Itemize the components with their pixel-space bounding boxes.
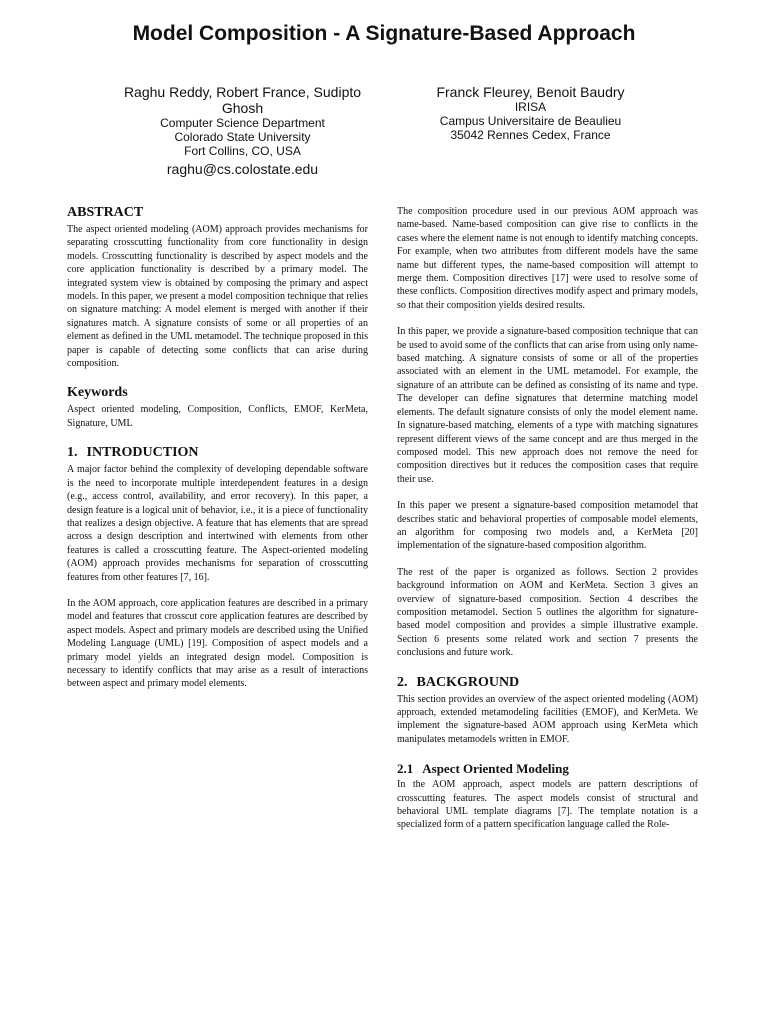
paragraph: In this paper, we provide a signature-based composition technique that can be used to avoid some of the conflicts that can arise from using only name-based matching. A signature consists of some or all of the properties associated with an element in the UML metamodel. For example, the signature of an attribute can be defined as consisting of its name and type. The developer can define signatures that determine matching model elements. The default signature consists of only the model element name. In signature-based matching, elements of a type with matching signatures represent different views of the same concept and are thus merged in the composed model. This new approach does not remove the need for composition directives but it reduces the composition cases that require their use.	[397, 326, 698, 485]
background-heading	[397, 675, 698, 691]
right-column	[397, 205, 698, 832]
subsection-title: Aspect Oriented Modeling	[422, 761, 569, 777]
author-email: raghu@cs.colostate.edu	[166, 161, 319, 177]
author-names-line1: Raghu Reddy, Robert France, Sudipto	[123, 84, 362, 100]
introduction-heading	[67, 445, 368, 461]
affiliation-campus: Campus Universitaire de Beaulieu	[439, 114, 622, 128]
author-names: Franck Fleurey, Benoit Baudry	[436, 84, 625, 100]
paragraph: The rest of the paper is organized as follows. Section 2 provides background information on AOM and KerMeta. Section 3 gives an overview of signature-based composition. Section 4 describes the composition metamodel. Section 5 outlines the algorithm for signature-based model composition and provides a simple illustrative example. Section 6 presents some related work and section 7 presents the conclusions and future work.	[397, 566, 698, 659]
affiliation-department: Computer Science Department	[160, 116, 325, 130]
affiliation-city: 35042 Rennes Cedex, France	[450, 128, 611, 142]
author-block-right	[398, 84, 663, 142]
affiliation-institute: IRISA	[514, 100, 547, 114]
aom-text: In the AOM approach, aspect models are pattern descriptions of crosscutting features. The aspect models consist of structural and behavioral UML template diagrams [7]. The template notation is a specialized form of a pattern specification language called the Role-	[397, 779, 698, 831]
section-number: 1.	[67, 445, 78, 461]
keywords-text: Aspect oriented modeling, Composition, Conflicts, EMOF, KerMeta, Signature, UML	[67, 404, 368, 429]
section-number: 2.	[397, 674, 408, 690]
paragraph: The composition procedure used in our previous AOM approach was name-based. Name-based composition can give rise to conflicts in the cases where the element name is not enough to identify matching concepts. For example, when two attributes from different models have the same name but different types, the name-based composition will attempt to merge them. Composition directives [17] were used to resolve some of these conflicts. Composition directives modify aspect and primary models, so that their composition yields desired results.	[397, 206, 699, 311]
background-text: This section provides an overview of the aspect oriented modeling (AOM) approach, extended metamodeling facilities (EMOF), and KerMeta. We implement the signature-based AOM approach using KerMeta which manipulates metamodels written in EMOF.	[397, 693, 698, 745]
keywords-heading: Keywords	[67, 385, 128, 401]
left-column	[67, 205, 368, 691]
affiliation-city: Fort Collins, CO, USA	[184, 144, 301, 158]
author-names-line2: Ghosh	[221, 100, 264, 116]
paper-title: Model Composition - A Signature-Based Approach	[132, 22, 636, 45]
paragraph: A major factor behind the complexity of developing dependable software is the need to incorporate multiple interdependent features in a design (e.g., access control, availability, and error recovery). In this paper, a design feature is a logical unit of behavior, i.e., it is a piece of functionality that realizes a design objective. A feature that has elements that are spread across a design description and intertwined with elements from other features is called a crosscutting feature. The Aspect-oriented modeling (AOM) approach provides mechanisms for separation of crosscutting features from other features [7, 16].	[67, 464, 368, 583]
aom-subheading	[397, 761, 698, 776]
affiliation-university: Colorado State University	[174, 130, 311, 144]
subsection-number: 2.1	[397, 761, 414, 777]
paragraph: In this paper we present a signature-based composition metamodel that describes static and behavioral properties of composable model elements, an algorithm for composing two models and, a KerMeta [20] implementation of the signature-based composition algorithm.	[397, 500, 698, 552]
author-block-left	[110, 84, 375, 178]
section-title: BACKGROUND	[416, 674, 520, 690]
abstract-text: The aspect oriented modeling (AOM) approach provides mechanisms for separating crosscutting functionality from core functionality in design models. Crosscutting functionality is described by aspect models and the core application functionality is described by a primary model. The integrated system view is obtained by composing the primary and aspect models. In this paper, we present a model composition technique that relies on signature matching: A model element is merged with another if their signatures match. A signature consists of some or all properties of an element as defined in the UML metamodel. The technique proposed in this paper is capable of detecting some conflicts that can arise during composition.	[67, 224, 368, 370]
paragraph: In the AOM approach, core application features are described in a primary model and features that crosscut core application features are described by aspect models. Aspect and primary models are described using the Unified Modeling Language (UML) [19]. Composition of aspect models and a primary model yields an integrated design model. Composition is necessary to identify conflicts that may arise as a result of interactions between aspect and primary model elements.	[67, 597, 368, 690]
abstract-heading: ABSTRACT	[67, 205, 144, 220]
section-title: INTRODUCTION	[86, 445, 199, 461]
